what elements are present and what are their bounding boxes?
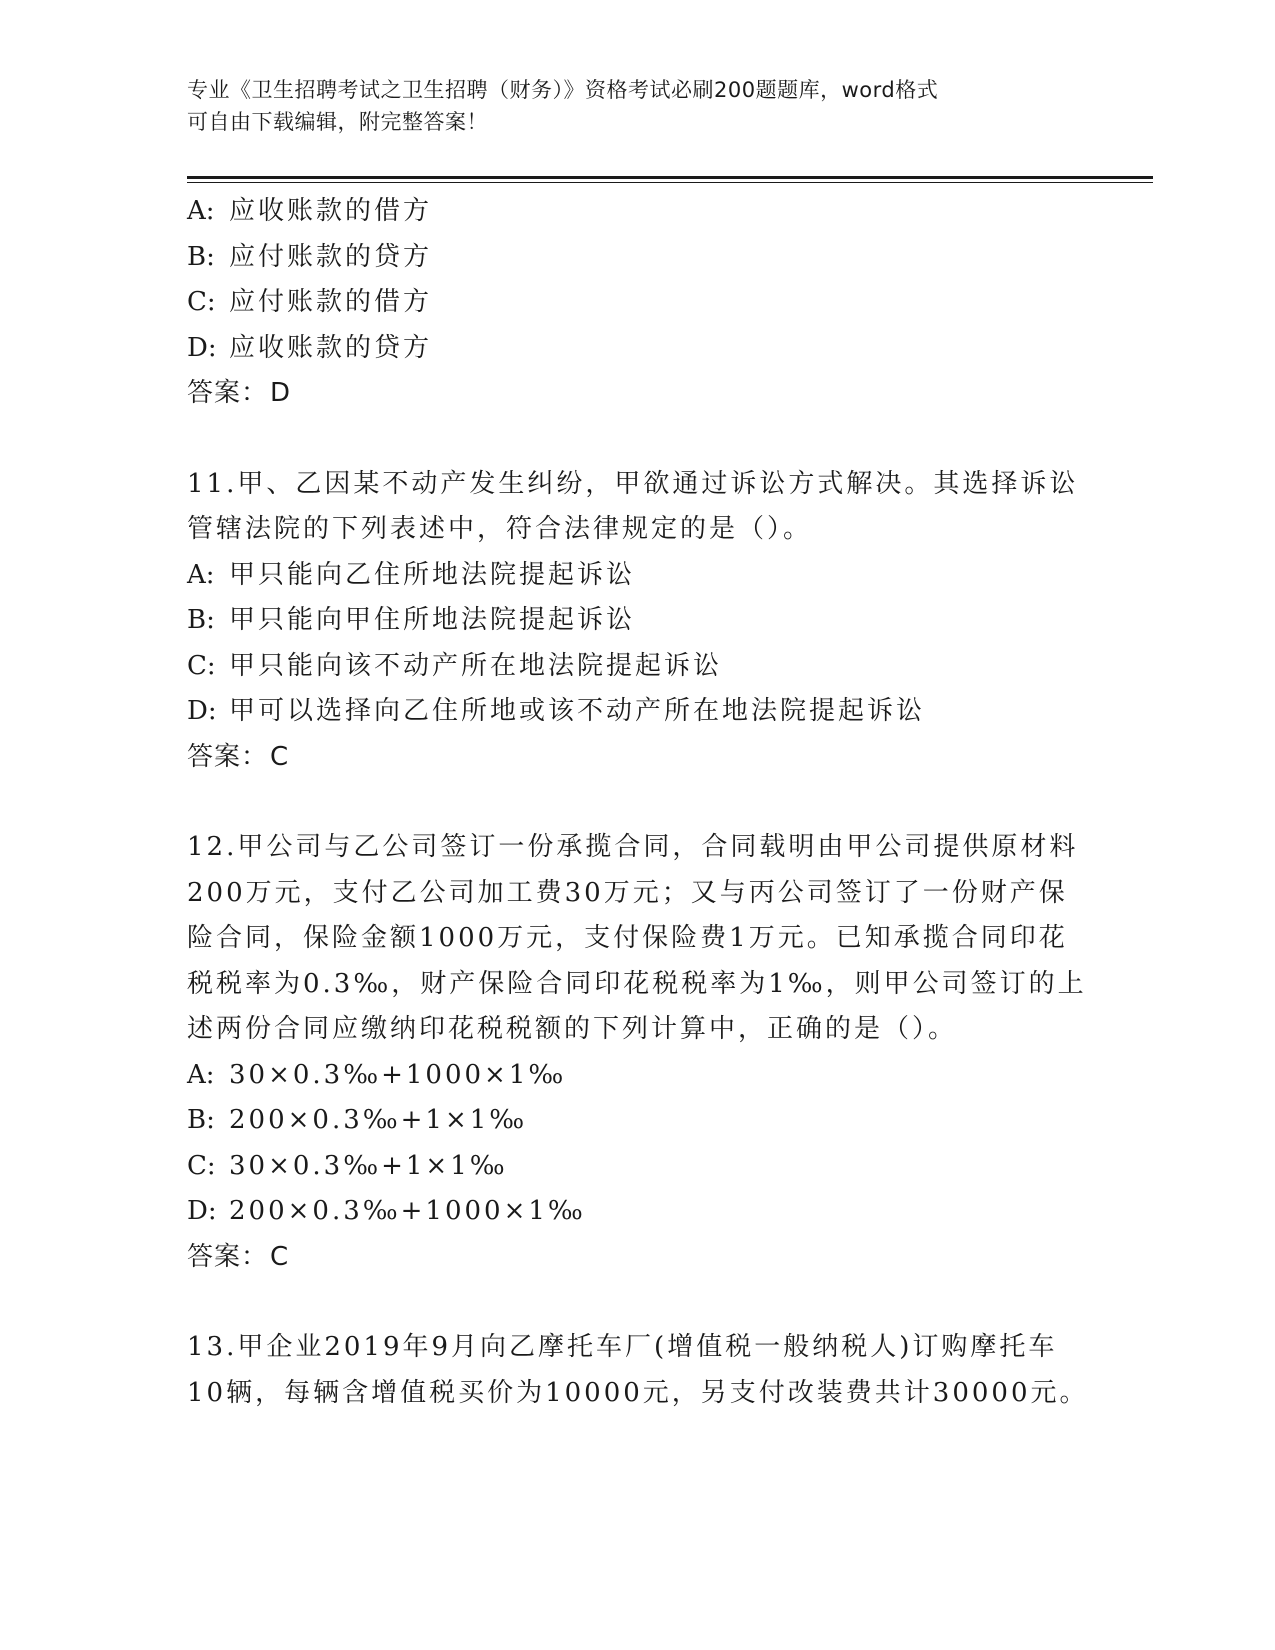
option-key: D: [187,696,217,726]
option-text: 应收账款的贷方 [229,332,433,363]
option-key: A: [187,1059,215,1090]
option-c [187,280,1087,326]
option-key: A: [187,559,215,590]
question-text-line: 11.甲、乙因某不动产发生纠纷，甲欲通过诉讼方式解决。其选择诉讼 [187,468,1079,499]
option-text: 甲只能向甲住所地法院提起诉讼 [229,605,636,635]
option-d [187,326,1087,372]
option-key: B: [187,605,215,635]
question-text-line: 10辆，每辆含增值税买价为10000元，另支付改装费共计30000元。 [187,1377,1089,1408]
option-text: 甲只能向该不动产所在地法院提起诉讼 [229,650,723,681]
header-divider-thick [187,176,1153,179]
answer-line [187,735,1087,781]
answer-label: 答案： [187,741,269,772]
question-text-line: 13.甲企业2019年9月向乙摩托车厂(增值税一般纳税人)订购摩托车 [187,1332,1058,1362]
option-text: 甲只能向乙住所地法院提起诉讼 [229,559,636,590]
question-spacer [187,1280,1087,1325]
option-b [187,1098,1087,1144]
answer-label: 答案： [187,1241,269,1272]
option-text: 200×0.3‰+1000×1‰ [229,1196,586,1226]
option-a [187,553,1087,599]
option-key: C: [187,650,216,681]
option-a [187,189,1087,235]
question-11 [187,462,1087,781]
option-text: 30×0.3‰+1000×1‰ [229,1059,567,1090]
option-key: C: [187,287,216,317]
option-text: 200×0.3‰+1×1‰ [229,1105,528,1135]
option-key: D: [187,332,217,363]
option-text: 应付账款的贷方 [229,241,433,272]
answer-value: D [270,378,292,408]
header-line-1: 专业《卫生招聘考试之卫生招聘（财务）》资格考试必刷200题题库，word格式 [187,78,939,102]
document-header [187,74,1067,138]
option-b [187,598,1087,644]
option-key: A: [187,196,215,226]
option-c [187,644,1087,690]
answer-label: 答案： [187,378,269,408]
option-d [187,1189,1087,1235]
document-body [187,189,1087,1416]
header-line-2: 可自由下载编辑，附完整答案！ [187,110,488,134]
option-key: D: [187,1196,217,1226]
header-divider-thin [187,182,1153,183]
question-12 [187,825,1087,1280]
option-text: 甲可以选择向乙住所地或该不动产所在地法院提起诉讼 [229,696,926,726]
option-text: 应收账款的借方 [229,196,433,226]
question-text-line: 险合同，保险金额1000万元，支付保险费1万元。已知承揽合同印花 [187,923,1068,953]
question-text-line: 管辖法院的下列表述中，符合法律规定的是（）。 [187,514,813,544]
option-text: 30×0.3‰+1×1‰ [229,1150,508,1181]
question-13 [187,1325,1087,1416]
question-spacer [187,417,1087,462]
option-text: 应付账款的借方 [229,287,433,317]
option-key: C: [187,1150,216,1181]
option-d [187,689,1087,735]
answer-value: C [270,741,290,772]
question-text-line: 200万元，支付乙公司加工费30万元；又与丙公司签订了一份财产保 [187,877,1068,908]
option-b [187,235,1087,281]
question-text-line: 税税率为0.3‰，财产保险合同印花税税率为1‰，则甲公司签订的上 [187,968,1087,999]
answer-line [187,1235,1087,1281]
option-key: B: [187,241,215,272]
option-key: B: [187,1105,215,1135]
question-text-line: 述两份合同应缴纳印花税税额的下列计算中，正确的是（）。 [187,1014,958,1044]
option-c [187,1144,1087,1190]
question-10-continued [187,189,1087,417]
answer-line [187,371,1087,417]
question-text-line: 12.甲公司与乙公司签订一份承揽合同，合同载明由甲公司提供原材料 [187,832,1079,862]
question-spacer [187,780,1087,825]
option-a [187,1053,1087,1099]
answer-value: C [270,1241,290,1272]
